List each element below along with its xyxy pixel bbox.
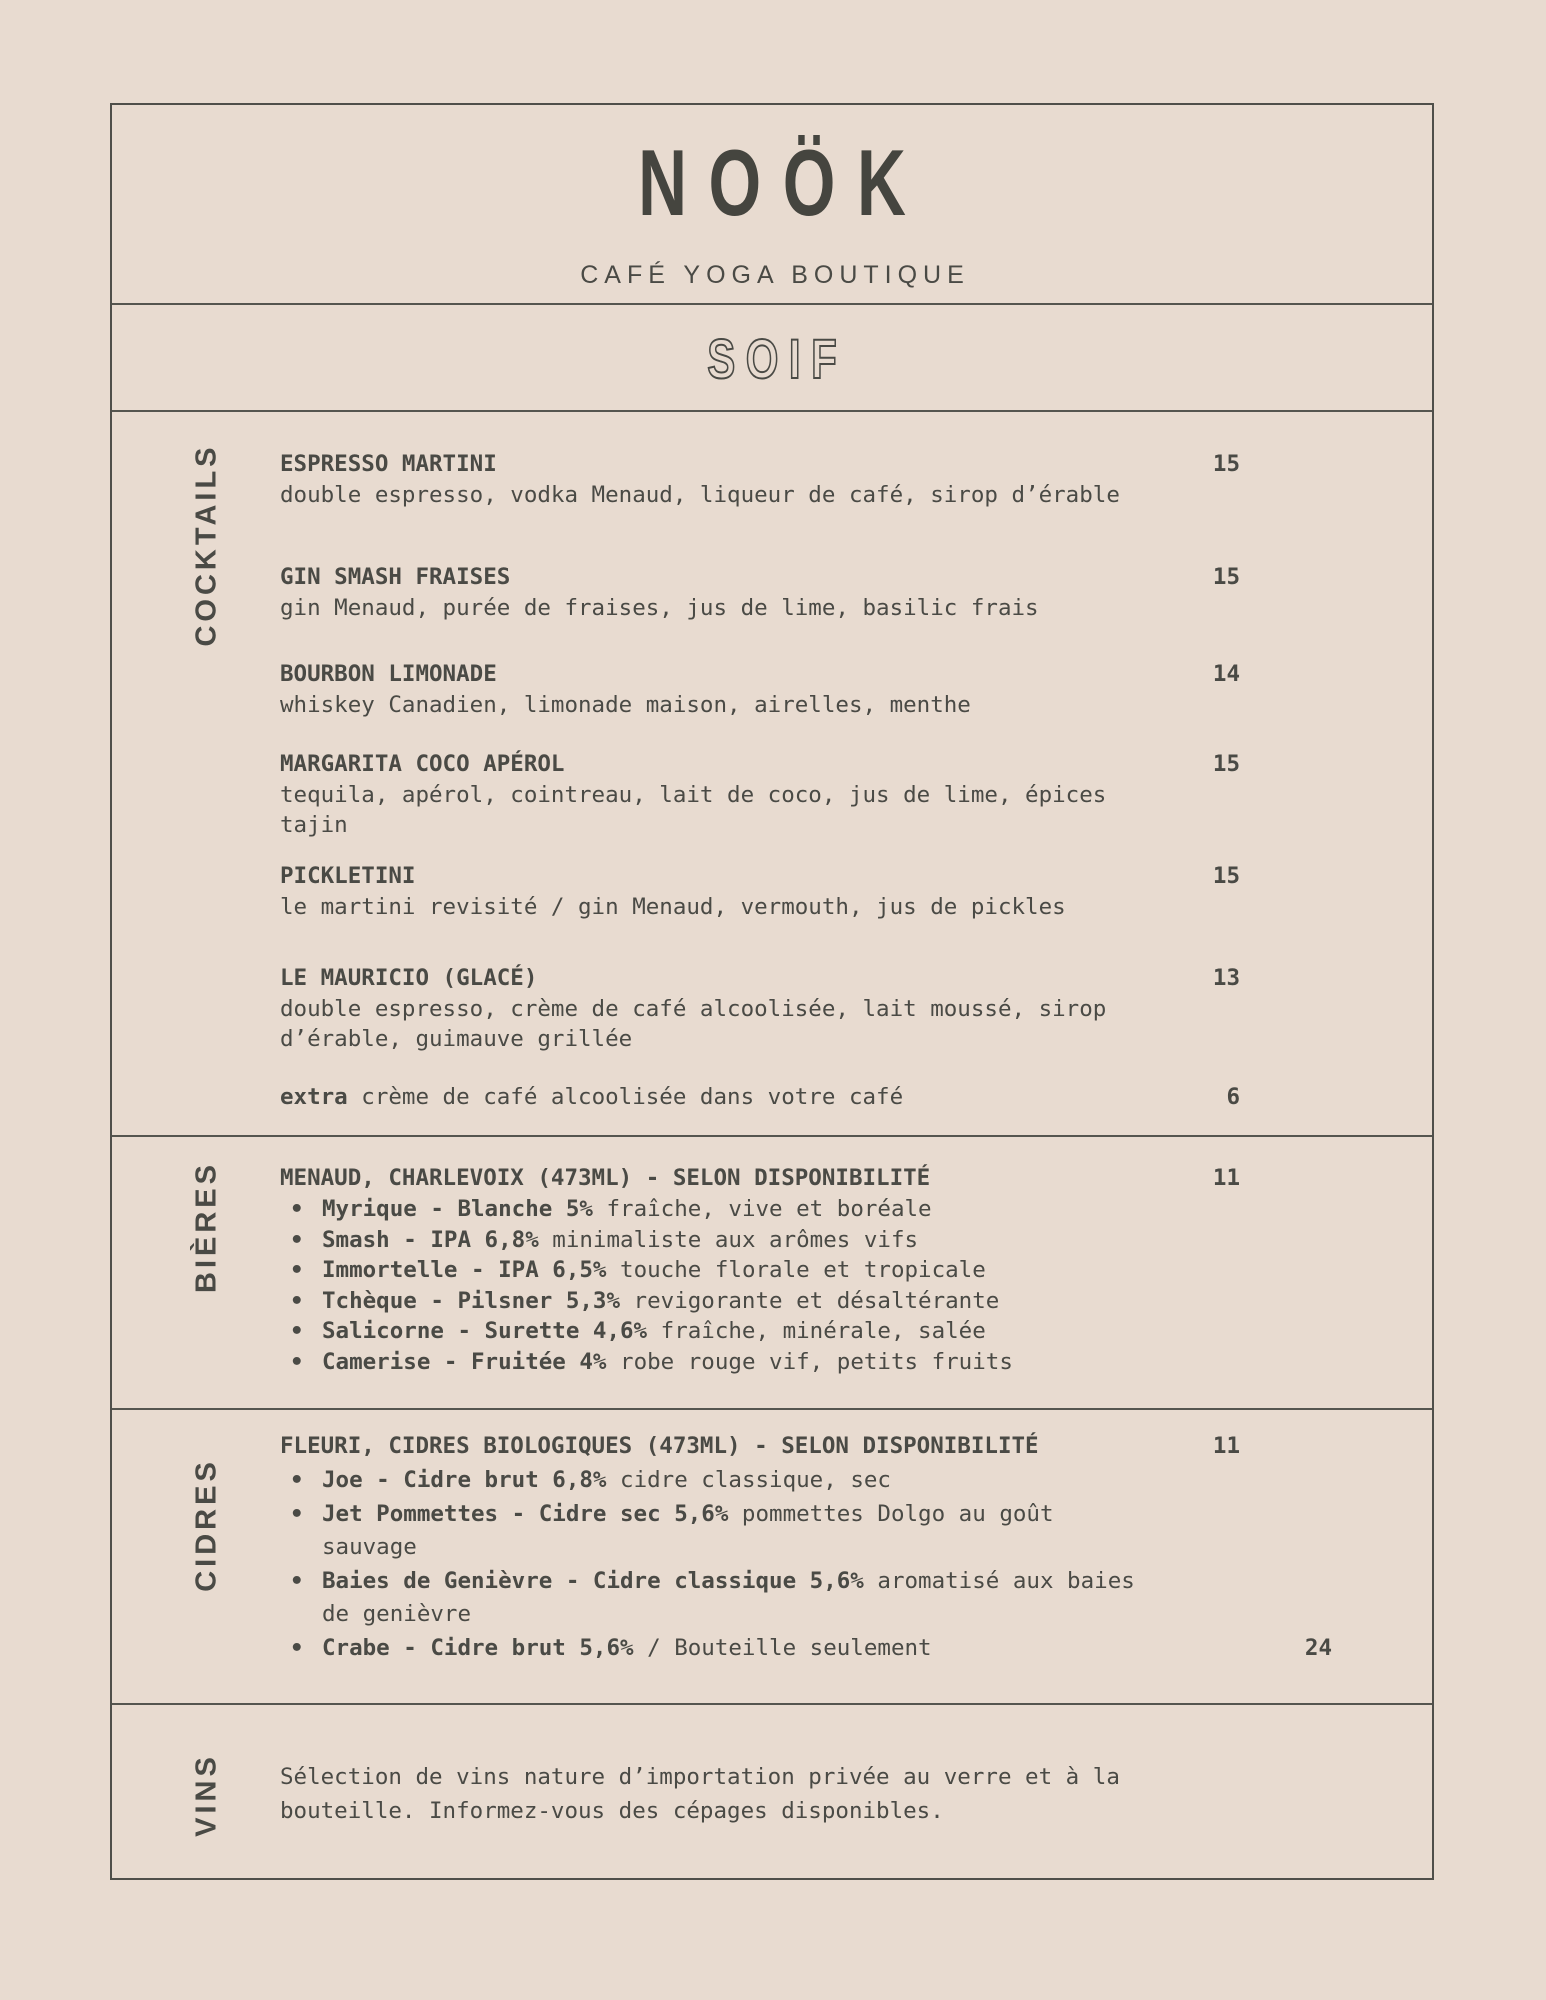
item-name: LE MAURICIO (GLACÉ) <box>280 965 538 991</box>
divider <box>112 410 1432 412</box>
wine-description: Sélection de vins nature d’importation privée au verre et à la bouteille. Informez-vous des cépages disponibles. <box>280 1764 1120 1824</box>
item-price: 15 <box>1212 564 1240 590</box>
menu-item <box>280 449 1340 510</box>
item-price: 14 <box>1212 661 1240 687</box>
item-price: 15 <box>1212 751 1240 777</box>
list-item: • Myrique - Blanche 5% fraîche, vive et boréale <box>280 1194 1160 1225</box>
menu-item <box>280 963 1340 1055</box>
list-item: • Baies de Genièvre - Cidre classique 5,6% aromatisé aux baies de genièvre <box>280 1565 1160 1632</box>
bottle-price: 24 <box>1304 1635 1332 1661</box>
extra-label: extra <box>280 1084 348 1110</box>
item-name: BOURBON LIMONADE <box>280 661 497 687</box>
list-item: • Smash - IPA 6,8% minimaliste aux arômes vifs <box>280 1225 1160 1256</box>
cider-header-text: FLEURI, CIDRES BIOLOGIQUES (473ML) - SELON DISPONIBILITÉ <box>280 1433 1039 1459</box>
section-label-vins: VINS <box>190 1753 223 1837</box>
item-description: whiskey Canadien, limonade maison, airelles, menthe <box>280 691 971 718</box>
menu-frame <box>110 103 1434 1880</box>
section-label-bieres: BIÈRES <box>190 1161 223 1293</box>
list-item: • Immortelle - IPA 6,5% touche florale et tropicale <box>280 1255 1160 1286</box>
item-price: 13 <box>1212 965 1240 991</box>
brand-logo: NOÖK <box>638 130 928 235</box>
list-item: • Crabe - Cidre brut 5,6% / Bouteille seulement <box>280 1632 1160 1666</box>
beer-header-text: MENAUD, CHARLEVOIX (473ML) - SELON DISPONIBILITÉ <box>280 1165 931 1191</box>
list-item: • Salicorne - Surette 4,6% fraîche, minérale, salée <box>280 1316 1160 1347</box>
cider-price: 11 <box>1212 1433 1240 1459</box>
item-name: MARGARITA COCO APÉROL <box>280 751 565 777</box>
menu-item <box>280 861 1340 922</box>
cider-header <box>280 1431 1340 1461</box>
list-item: • Camerise - Fruitée 4% robe rouge vif, petits fruits <box>280 1347 1160 1378</box>
extra-item <box>280 1082 1340 1113</box>
menu-item <box>280 659 1340 720</box>
tagline: CAFÉ YOGA BOUTIQUE <box>580 261 970 289</box>
beer-header <box>280 1163 1340 1193</box>
item-name: ESPRESSO MARTINI <box>280 451 497 477</box>
item-description: le martini revisité / gin Menaud, vermouth, jus de pickles <box>280 893 1066 920</box>
item-description: double espresso, vodka Menaud, liqueur de café, sirop d’érable <box>280 481 1120 508</box>
list-item: • Tchèque - Pilsner 5,3% revigorante et désaltérante <box>280 1286 1160 1317</box>
menu-item <box>280 562 1340 623</box>
item-description: gin Menaud, purée de fraises, jus de lime, basilic frais <box>280 594 1039 621</box>
beer-list <box>280 1194 1160 1377</box>
beer-price: 11 <box>1212 1165 1240 1191</box>
list-item: • Jet Pommettes - Cidre sec 5,6% pommettes Dolgo au goût sauvage <box>280 1498 1160 1565</box>
list-item: • Joe - Cidre brut 6,8% cidre classique, sec <box>280 1464 1160 1498</box>
item-description: double espresso, crème de café alcoolisée, lait moussé, sirop d’érable, guimauve grillée <box>280 995 1107 1052</box>
section-label-cidres: CIDRES <box>190 1458 223 1592</box>
divider <box>112 1135 1432 1137</box>
item-price: 15 <box>1212 451 1240 477</box>
divider <box>112 1408 1432 1410</box>
divider <box>112 303 1432 305</box>
item-name: GIN SMASH FRAISES <box>280 564 511 590</box>
divider <box>112 1703 1432 1705</box>
extra-description: crème de café alcoolisée dans votre café <box>347 1084 904 1110</box>
item-description: tequila, apérol, cointreau, lait de coco, jus de lime, épices tajin <box>280 781 1107 838</box>
menu-item <box>280 749 1340 841</box>
extra-price: 6 <box>1226 1084 1240 1110</box>
section-title: SOIF <box>707 327 848 390</box>
section-label-cocktails: COCKTAILS <box>190 443 223 647</box>
item-name: PICKLETINI <box>280 863 416 889</box>
item-price: 15 <box>1212 863 1240 889</box>
cider-list <box>280 1464 1160 1665</box>
